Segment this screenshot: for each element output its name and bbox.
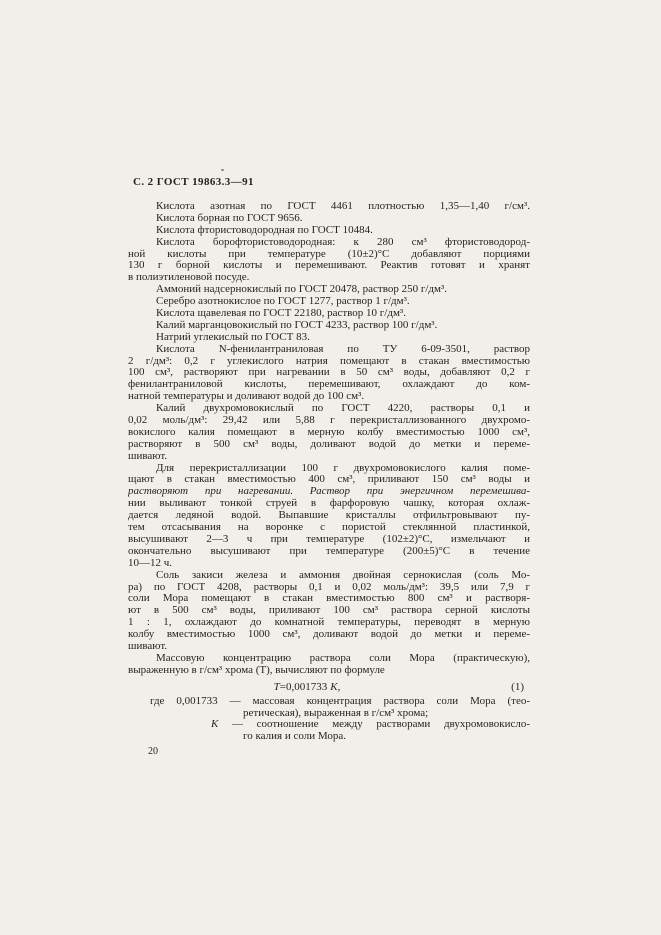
formula-body: =0,001733 — [279, 680, 328, 693]
text-line: Кислота N-фенилантраниловая по ТУ 6-09-3501, раствор — [156, 343, 530, 355]
page-number: 20 — [148, 746, 158, 757]
scan-speck — [221, 169, 224, 171]
text-line: 10—12 ч. — [128, 557, 173, 569]
text-line: Кислота борофтористоводородная: к 280 см³ фтористоводород- — [156, 236, 530, 248]
formula-var-k: К, — [330, 680, 341, 693]
formula-number: (1) — [511, 680, 524, 693]
text-line: дается ледяной водой. Выпавшие кристаллы отфильтровывают пу- — [128, 510, 530, 522]
text-line: растворяют при нагревании. Раствор при энергичном перемешива- — [128, 486, 530, 498]
text-line: 130 г борной кислоты и перемешивают. Реактив готовят и хранят — [128, 260, 530, 272]
text-line: Калий двухромовокислый по ГОСТ 4220, растворы 0,1 и — [156, 403, 530, 415]
text-line: шивают. — [128, 450, 168, 462]
paragraph-lines — [128, 201, 530, 677]
text-line: Кислота фтористоводородная по ГОСТ 10484. — [156, 224, 373, 236]
formula-var-t: Т — [273, 680, 280, 693]
text-line: в полиэтиленовой посуде. — [128, 272, 250, 284]
text-line: 0,02 моль/дм³: 29,42 или 5,88 г перекристаллизованного двухромо- — [128, 415, 530, 427]
text-line: 100 см³, растворяют при нагревании в 50 см³ воды, добавляют 0,2 г — [128, 367, 530, 379]
text-line: 2 г/дм³: 0,2 г углекислого натрия помещают в стакан вместимостью — [128, 355, 530, 367]
where-clause-line-4: го калия и соли Мора. — [243, 731, 346, 743]
text-line: 1 : 1, охлаждают до комнатной температуры, переводят в мерную — [128, 617, 530, 629]
text-line: нии выливают тонкой струей в фарфоровую чашку, которая охлаж- — [128, 498, 530, 510]
text-line: тем отсасывания на воронке с пористой стеклянной пластинкой, — [128, 522, 530, 534]
text-line: высушивают 2—3 ч при температуре (102±2)°С, измельчают и — [128, 533, 530, 545]
text-line: колбу вместимостью 1000 см³, доливают водой до метки и переме- — [128, 629, 530, 641]
text-line: растворяют в 500 см³ воды, доливают водой до метки и переме- — [128, 438, 530, 450]
page-header: С. 2 ГОСТ 19863.3—91 — [133, 176, 254, 188]
text-line: окончательно высушивают при температуре (200±5)°С в течение — [128, 545, 530, 557]
where-clause-line-3-text: — соотношение между растворами двухромовокисло- — [231, 719, 530, 731]
text-line: соли Мора помещают в стакан вместимостью 800 см³ и растворя- — [128, 593, 530, 605]
where-var-k: К — [211, 719, 219, 731]
text-line: щают в стакан вместимостью 400 см³, приливают 150 см³ воды и — [128, 474, 530, 486]
text-line: Серебро азотнокислое по ГОСТ 1277, раствор 1 г/дм³. — [156, 296, 410, 308]
text-line: Массовую концентрацию раствора соли Мора (практическую), — [156, 652, 530, 664]
text-line: Для перекристаллизации 100 г двухромовокислого калия поме- — [156, 462, 530, 474]
text-line: ной кислоты при температуре (10±2)°С добавляют порциями — [128, 248, 530, 260]
text-line: Кислота азотная по ГОСТ 4461 плотностью 1,35—1,40 г/см³. — [156, 201, 530, 212]
formula — [274, 681, 341, 693]
formula-row — [128, 681, 530, 693]
where-clause-line-1: где 0,001733 — массовая концентрация раствора соли Мора (тео- — [150, 695, 530, 707]
text-line: Натрий углекислый по ГОСТ 83. — [156, 331, 310, 343]
text-line: шивают. — [128, 640, 168, 652]
text-line: фенилантраниловой кислоты, перемешивают, охлаждают до ком- — [128, 379, 530, 391]
text-line: Аммоний надсернокислый по ГОСТ 20478, раствор 250 г/дм³. — [156, 284, 448, 296]
text-line: Кислота борная по ГОСТ 9656. — [156, 212, 303, 224]
text-line: вокислого калия помещают в мерную колбу вместимостью 1000 см³, — [128, 426, 530, 438]
text-line: Соль закиси железа и аммония двойная сернокислая (соль Мо- — [156, 569, 530, 581]
where-clause-line-2: ретическая), выраженная в г/см³ хрома; — [243, 707, 429, 719]
text-line: ют в 500 см³ воды, приливают 100 см³ раствора серной кислоты — [128, 605, 530, 617]
text-line: Калий марганцовокислый по ГОСТ 4233, раствор 100 г/дм³. — [156, 319, 438, 331]
text-line: ра) по ГОСТ 4208, растворы 0,1 и 0,02 моль/дм³: 39,5 или 7,9 г — [128, 581, 530, 593]
text-line: выраженную в г/см³ хрома (Т), вычисляют по формуле — [128, 664, 385, 676]
where-clause-line-3 — [128, 719, 530, 731]
text-line: Кислота щавелевая по ГОСТ 22180, раствор 10 г/дм³. — [156, 308, 406, 320]
body-text — [128, 201, 530, 743]
text-line: натной температуры и доливают водой до 100 см³. — [128, 391, 365, 403]
